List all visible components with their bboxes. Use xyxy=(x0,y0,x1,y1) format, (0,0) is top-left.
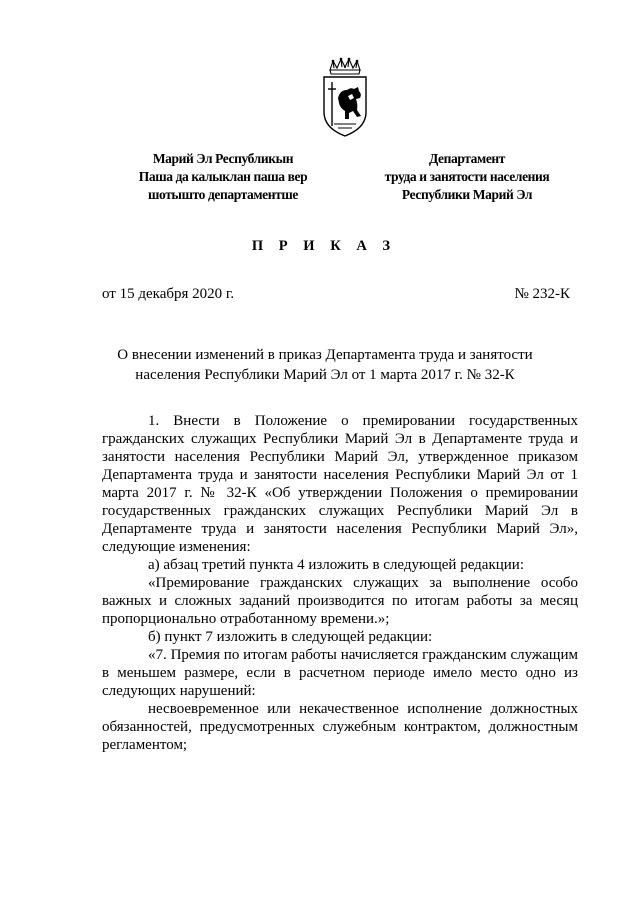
header-left-organization xyxy=(128,150,318,204)
header-left-line: Паша да калыклан паша вер xyxy=(138,169,308,184)
body-paragraph: «Премирование гражданских служащих за выполнение особо важных и сложных заданий производится по итогам работы за месяц пропорционально отработанному времени.»; xyxy=(102,575,578,627)
header-right-line: Департамент xyxy=(428,151,506,166)
body-paragraph: а) абзац третий пункта 4 изложить в следующей редакции: xyxy=(148,557,524,573)
document-title-line: О внесении изменений в приказ Департамента труда и занятости xyxy=(117,347,533,363)
header-left-line: Марий Эл Республикын xyxy=(152,151,294,166)
body-paragraph: несвоевременное или некачественное исполнение должностных обязанностей, предусмотренных служебным контрактом, должностным регламентом; xyxy=(102,701,578,753)
header-right-line: Республики Марий Эл xyxy=(401,187,533,202)
coat-of-arms-icon xyxy=(318,56,372,140)
document-date: от 15 декабря 2020 г. xyxy=(102,286,235,302)
document-title-line: населения Республики Марий Эл от 1 марта 2017 г. № 32-К xyxy=(135,367,515,383)
document-number: № 232-К xyxy=(514,286,570,302)
document-type-heading: П Р И К А З xyxy=(251,238,397,254)
body-paragraph: 1. Внести в Положение о премировании государственных гражданских служащих Республики Марий Эл в Департаменте труда и занятости населения Республики Марий Эл, утвержденное приказом Департамента труда и занятости населения Республики Марий Эл от 1 марта 2017 г. № 32-К «Об утверждении Положения о премировании государственных гражданских служащих Республики Марий Эл в Департаменте труда и занятости населения Республики Марий Эл», следующие изменения: xyxy=(102,413,578,555)
document-title xyxy=(90,345,560,385)
body-paragraph: «7. Премия по итогам работы начисляется гражданским служащим в меньшем размере, если в расчетном периоде имело место одно из следующих нарушений: xyxy=(102,647,578,699)
header-right-line: труда и занятости населения xyxy=(384,169,550,184)
document-body xyxy=(102,412,578,754)
body-paragraph: б) пункт 7 изложить в следующей редакции: xyxy=(148,629,433,645)
header-left-line: шотышто департаментше xyxy=(148,187,298,202)
header-right-organization xyxy=(372,150,562,204)
